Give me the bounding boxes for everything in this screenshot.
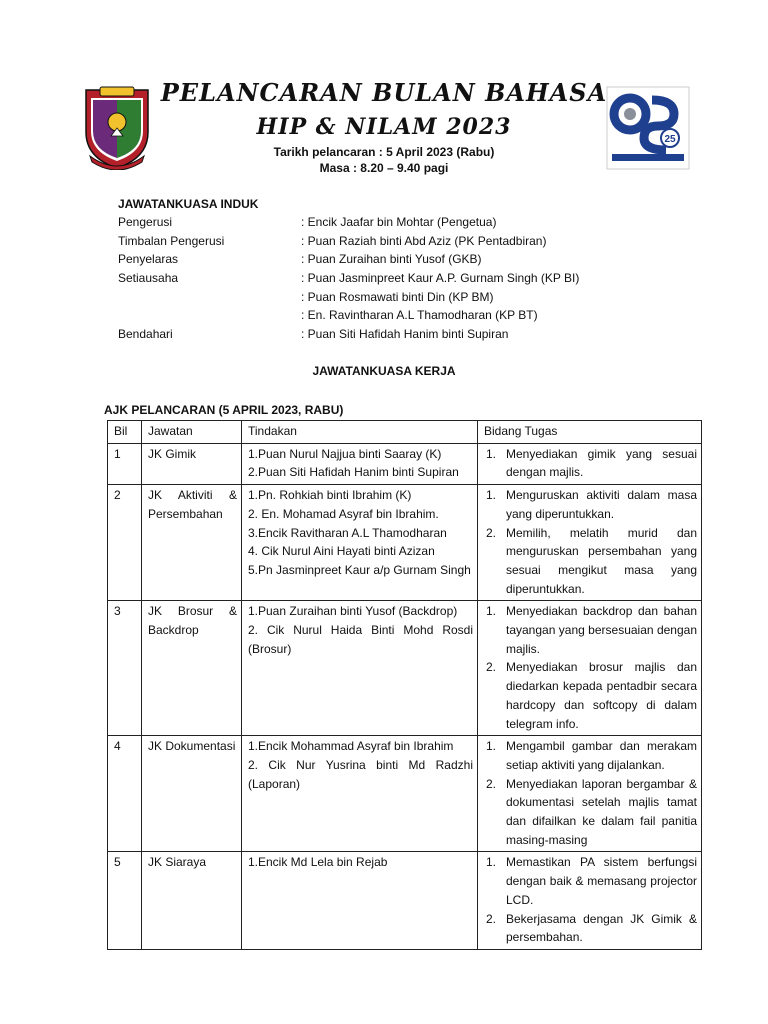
tugas-text: Menyediakan brosur majlis dan diedarkan kepada pentadbir secara hardcopy dan softcopy di dalam telegram info. <box>506 660 697 731</box>
tindakan-item: 2. Cik Nurul Haida Binti Mohd Rosdi (Brosur) <box>248 623 473 656</box>
committee-member: : Puan Raziah binti Abd Aziz (PK Pentadbiran) <box>301 233 547 248</box>
tindakan-item: 3.Encik Ravitharan A.L Thamodharan <box>248 525 447 540</box>
committee-row <box>118 288 678 307</box>
table-row <box>108 485 702 601</box>
table-header-row <box>108 421 702 444</box>
committee-role: Bendahari <box>118 327 173 342</box>
table-row <box>108 852 702 950</box>
committee-member: : Puan Zuraihan binti Yusof (GKB) <box>301 252 482 267</box>
cell-tindakan <box>242 736 478 852</box>
committee-row <box>118 213 678 232</box>
tindakan-item: 5.Pn Jasminpreet Kaur a/p Gurnam Singh <box>248 562 471 577</box>
committee-member: : Puan Rosmawati binti Din (KP BM) <box>301 289 494 304</box>
committee-role: Setiausaha <box>118 271 179 286</box>
cell-jawatan: JK Gimik <box>142 443 242 484</box>
document-title-line2: HIP & NILAM 2023 <box>256 114 512 140</box>
tindakan-item: 4. Cik Nurul Aini Hayati binti Azizan <box>248 544 435 559</box>
cell-tindakan <box>242 601 478 736</box>
committee-role <box>118 306 301 325</box>
committee-member: : Encik Jaafar bin Mohtar (Pengetua) <box>301 215 497 229</box>
tindakan-item: 2. Cik Nur Yusrina binti Md Radzhi (Laporan) <box>248 757 473 791</box>
svg-text:25: 25 <box>664 134 676 145</box>
tugas-item <box>484 910 697 947</box>
cell-bidang-tugas <box>478 485 702 601</box>
tugas-number: 2. <box>486 911 497 926</box>
header-bidang-tugas: Bidang Tugas <box>478 421 702 444</box>
committee-member: : Puan Jasminpreet Kaur A.P. Gurnam Singh (KP BI) <box>301 271 580 286</box>
committee-row <box>118 269 678 288</box>
table-row <box>108 601 702 736</box>
cell-bidang-tugas <box>478 601 702 736</box>
tugas-text: Bekerjasama dengan JK Gimik & persembahan. <box>506 911 697 945</box>
tugas-text: Memilih, melatih murid dan menguruskan persembahan yang sesuai mengikut masa yang diperuntukkan. <box>506 525 697 596</box>
tugas-item <box>484 853 697 909</box>
table-row <box>108 736 702 852</box>
committee-row <box>118 250 678 269</box>
committee-member: : Puan Siti Hafidah Hanim binti Supiran <box>301 327 509 342</box>
tugas-text: Menyediakan laporan bergambar & dokumentasi setelah majlis tamat dan difailkan ke dalam fail panitia masing-masing <box>506 776 697 847</box>
tugas-list <box>484 853 697 947</box>
tindakan-item: 1.Encik Md Lela bin Rejab <box>248 855 388 870</box>
tugas-item <box>484 524 697 599</box>
cell-bil: 5 <box>108 852 142 950</box>
committee-row <box>118 325 678 344</box>
tugas-item <box>484 775 697 850</box>
tugas-number: 2. <box>486 660 497 675</box>
tugas-number: 2. <box>486 525 497 540</box>
tindakan-item: 1.Pn. Rohkiah binti Ibrahim (K) <box>248 488 412 503</box>
tindakan-item: 2.Puan Siti Hafidah Hanim binti Supiran <box>248 465 459 480</box>
committee-role: Timbalan Pengerusi <box>118 233 225 248</box>
tugas-text: Memastikan PA sistem berfungsi dengan baik & memasang projector LCD. <box>506 855 697 907</box>
tugas-list <box>484 602 697 733</box>
cell-bil: 2 <box>108 485 142 601</box>
committee-role: Penyelaras <box>118 252 179 267</box>
cell-tindakan <box>242 852 478 950</box>
launch-date: Tarikh pelancaran : 5 April 2023 (Rabu) <box>273 145 495 159</box>
launch-committee-heading: AJK PELANCARAN (5 APRIL 2023, RABU) <box>104 403 344 417</box>
tugas-item <box>484 486 697 523</box>
tugas-item <box>484 602 697 658</box>
tugas-number: 1. <box>486 855 497 870</box>
tindakan-item: 1.Puan Nurul Najjua binti Saaray (K) <box>248 446 442 461</box>
tugas-text: Menyediakan backdrop dan bahan tayangan yang bersesuaian dengan majlis. <box>506 604 697 656</box>
committee-member: : En. Ravintharan A.L Thamodharan (KP BT) <box>301 308 538 323</box>
tugas-list <box>484 445 697 482</box>
tindakan-item: 1.Puan Zuraihan binti Yusof (Backdrop) <box>248 604 458 619</box>
cell-bil: 1 <box>108 443 142 484</box>
tugas-list <box>484 737 697 849</box>
table-row <box>108 443 702 484</box>
cell-bidang-tugas <box>478 443 702 484</box>
cell-bil: 3 <box>108 601 142 736</box>
tugas-number: 1. <box>486 446 497 461</box>
cell-bidang-tugas <box>478 736 702 852</box>
header-jawatan: Jawatan <box>142 421 242 444</box>
committee-row <box>118 232 678 251</box>
cell-bidang-tugas <box>478 852 702 950</box>
committee-role: Pengerusi <box>118 215 173 229</box>
tugas-text: Menguruskan aktiviti dalam masa yang diperuntukkan. <box>506 488 697 521</box>
tugas-text: Mengambil gambar dan merakam setiap aktiviti yang dijalankan. <box>506 739 697 772</box>
main-committee-section <box>118 195 678 344</box>
tugas-list <box>484 486 697 598</box>
header-bil: Bil <box>108 421 142 444</box>
working-committee-heading: JAWATANKUASA KERJA <box>312 364 456 378</box>
cell-tindakan <box>242 443 478 484</box>
header-tindakan: Tindakan <box>242 421 478 444</box>
table-body <box>108 443 702 949</box>
cell-bil: 4 <box>108 736 142 852</box>
tugas-item <box>484 737 697 774</box>
committee-row <box>118 306 678 325</box>
cell-jawatan: JK Dokumentasi <box>142 736 242 852</box>
tindakan-item: 1.Encik Mohammad Asyraf bin Ibrahim <box>248 739 454 754</box>
cell-jawatan: JK Brosur & Backdrop <box>142 601 242 736</box>
tugas-number: 1. <box>486 488 497 503</box>
committee-table <box>107 420 702 950</box>
committee-role <box>118 288 301 307</box>
tugas-number: 2. <box>486 776 497 791</box>
tugas-number: 1. <box>486 604 497 619</box>
main-committee-heading: JAWATANKUASA INDUK <box>118 197 259 211</box>
tindakan-item: 2. En. Mohamad Asyraf bin Ibrahim. <box>248 506 439 521</box>
cell-jawatan: JK Aktiviti & Persembahan <box>142 485 242 601</box>
tugas-item <box>484 445 697 482</box>
cell-tindakan <box>242 485 478 601</box>
tugas-text: Menyediakan gimik yang sesuai dengan majlis. <box>506 446 697 480</box>
launch-time: Masa : 8.20 – 9.40 pagi <box>319 161 449 175</box>
tugas-number: 1. <box>486 739 497 754</box>
cell-jawatan: JK Siaraya <box>142 852 242 950</box>
tugas-item <box>484 658 697 733</box>
document-title-line1: PELANCARAN BULAN BAHASA <box>160 78 608 107</box>
